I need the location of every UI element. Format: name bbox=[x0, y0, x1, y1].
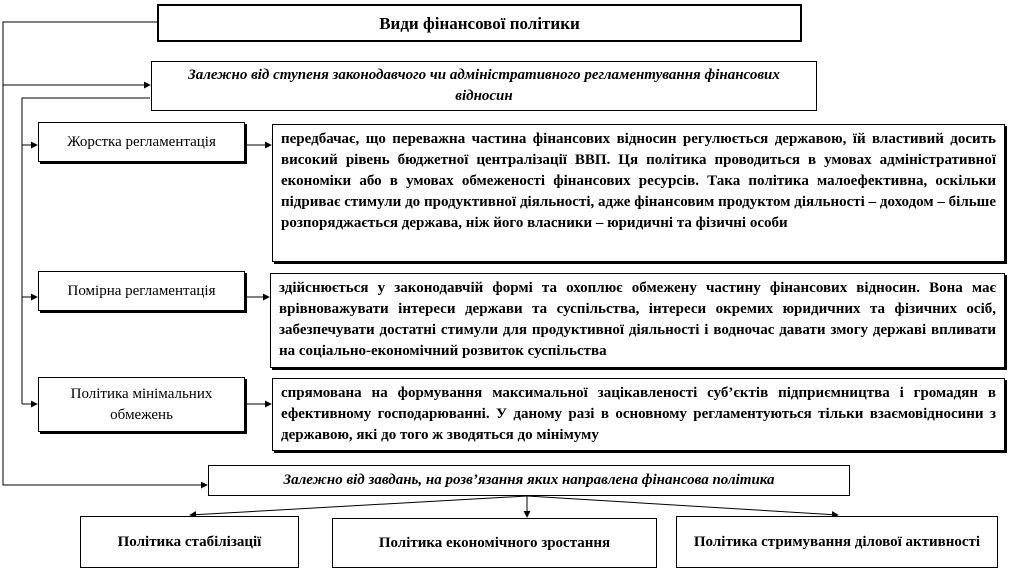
task-economic-growth-label: Політика економічного зростання bbox=[378, 534, 611, 551]
task-economic-growth bbox=[332, 518, 657, 568]
criterion-policy-tasks-text: Залежно від завдань, на розв’язання яких направлена фінансова політика bbox=[283, 472, 775, 488]
desc-moderate-regulation-text: здійснюється у законодавчій формі та охоплює обмежену частину фінансових відносин. Вона має врівноважувати інтереси держави та суспільства, інтереси окремих юридичних та фізичних осіб, забезпечувати достатні стимули для продуктивної діяльності і водночас давати змогу державі впливати на соціально-економічний розвиток суспільства bbox=[279, 280, 996, 359]
type-moderate-regulation bbox=[38, 271, 245, 311]
criterion-regulation-degree-text: Залежно від ступеня законодавчого чи адміністративного регламентування фінансових відносин bbox=[188, 67, 780, 104]
criterion-regulation-degree bbox=[151, 61, 817, 111]
desc-strict-regulation-text: передбачає, що переважна частина фінансових відносин регулюється державою, їй властивий досить високий рівень бюджетної централізації ВВП. Ця політика проводиться в умовах адміністративної економіки або в умовах обмеженості фінансових ресурсів. Така політика малоефективна, оскільки підриває стимули до продуктивної діяльності, адже фінансовим продуктом діяльності – доходом – більше розпоряджається держава, ніж його власники – юридичні та фізичні особи bbox=[281, 131, 996, 231]
type-moderate-regulation-label: Помірна регламентація bbox=[67, 282, 216, 299]
desc-strict-regulation bbox=[272, 124, 1005, 262]
desc-moderate-regulation bbox=[270, 273, 1005, 368]
type-minimal-restrictions bbox=[38, 377, 245, 432]
diagram-title-text: Види фінансової політики bbox=[379, 13, 580, 33]
task-stabilization-label: Політика стабілізації bbox=[117, 533, 262, 550]
diagram-title bbox=[157, 4, 802, 42]
arrow-task-1 bbox=[190, 496, 527, 515]
type-strict-regulation bbox=[38, 122, 245, 162]
task-restraining-activity bbox=[676, 516, 998, 568]
task-stabilization bbox=[80, 516, 299, 568]
desc-minimal-restrictions bbox=[272, 378, 1005, 451]
type-minimal-restrictions-label: Політика мінімальних обмежень bbox=[70, 385, 213, 423]
arrow-task-3 bbox=[527, 496, 838, 515]
type-strict-regulation-label: Жорстка регламентація bbox=[67, 133, 216, 150]
desc-minimal-restrictions-text: спрямована на формування максимальної зацікавленості суб’єктів підприємництва і громадян в ефективному господарюванні. У даному разі в основному регламентуються тільки взаємовідносини з державою, які до того ж зводяться до мінімуму bbox=[281, 385, 996, 443]
task-restraining-activity-label: Політика стримування ділової активності bbox=[693, 533, 981, 550]
criterion-policy-tasks bbox=[208, 465, 850, 496]
